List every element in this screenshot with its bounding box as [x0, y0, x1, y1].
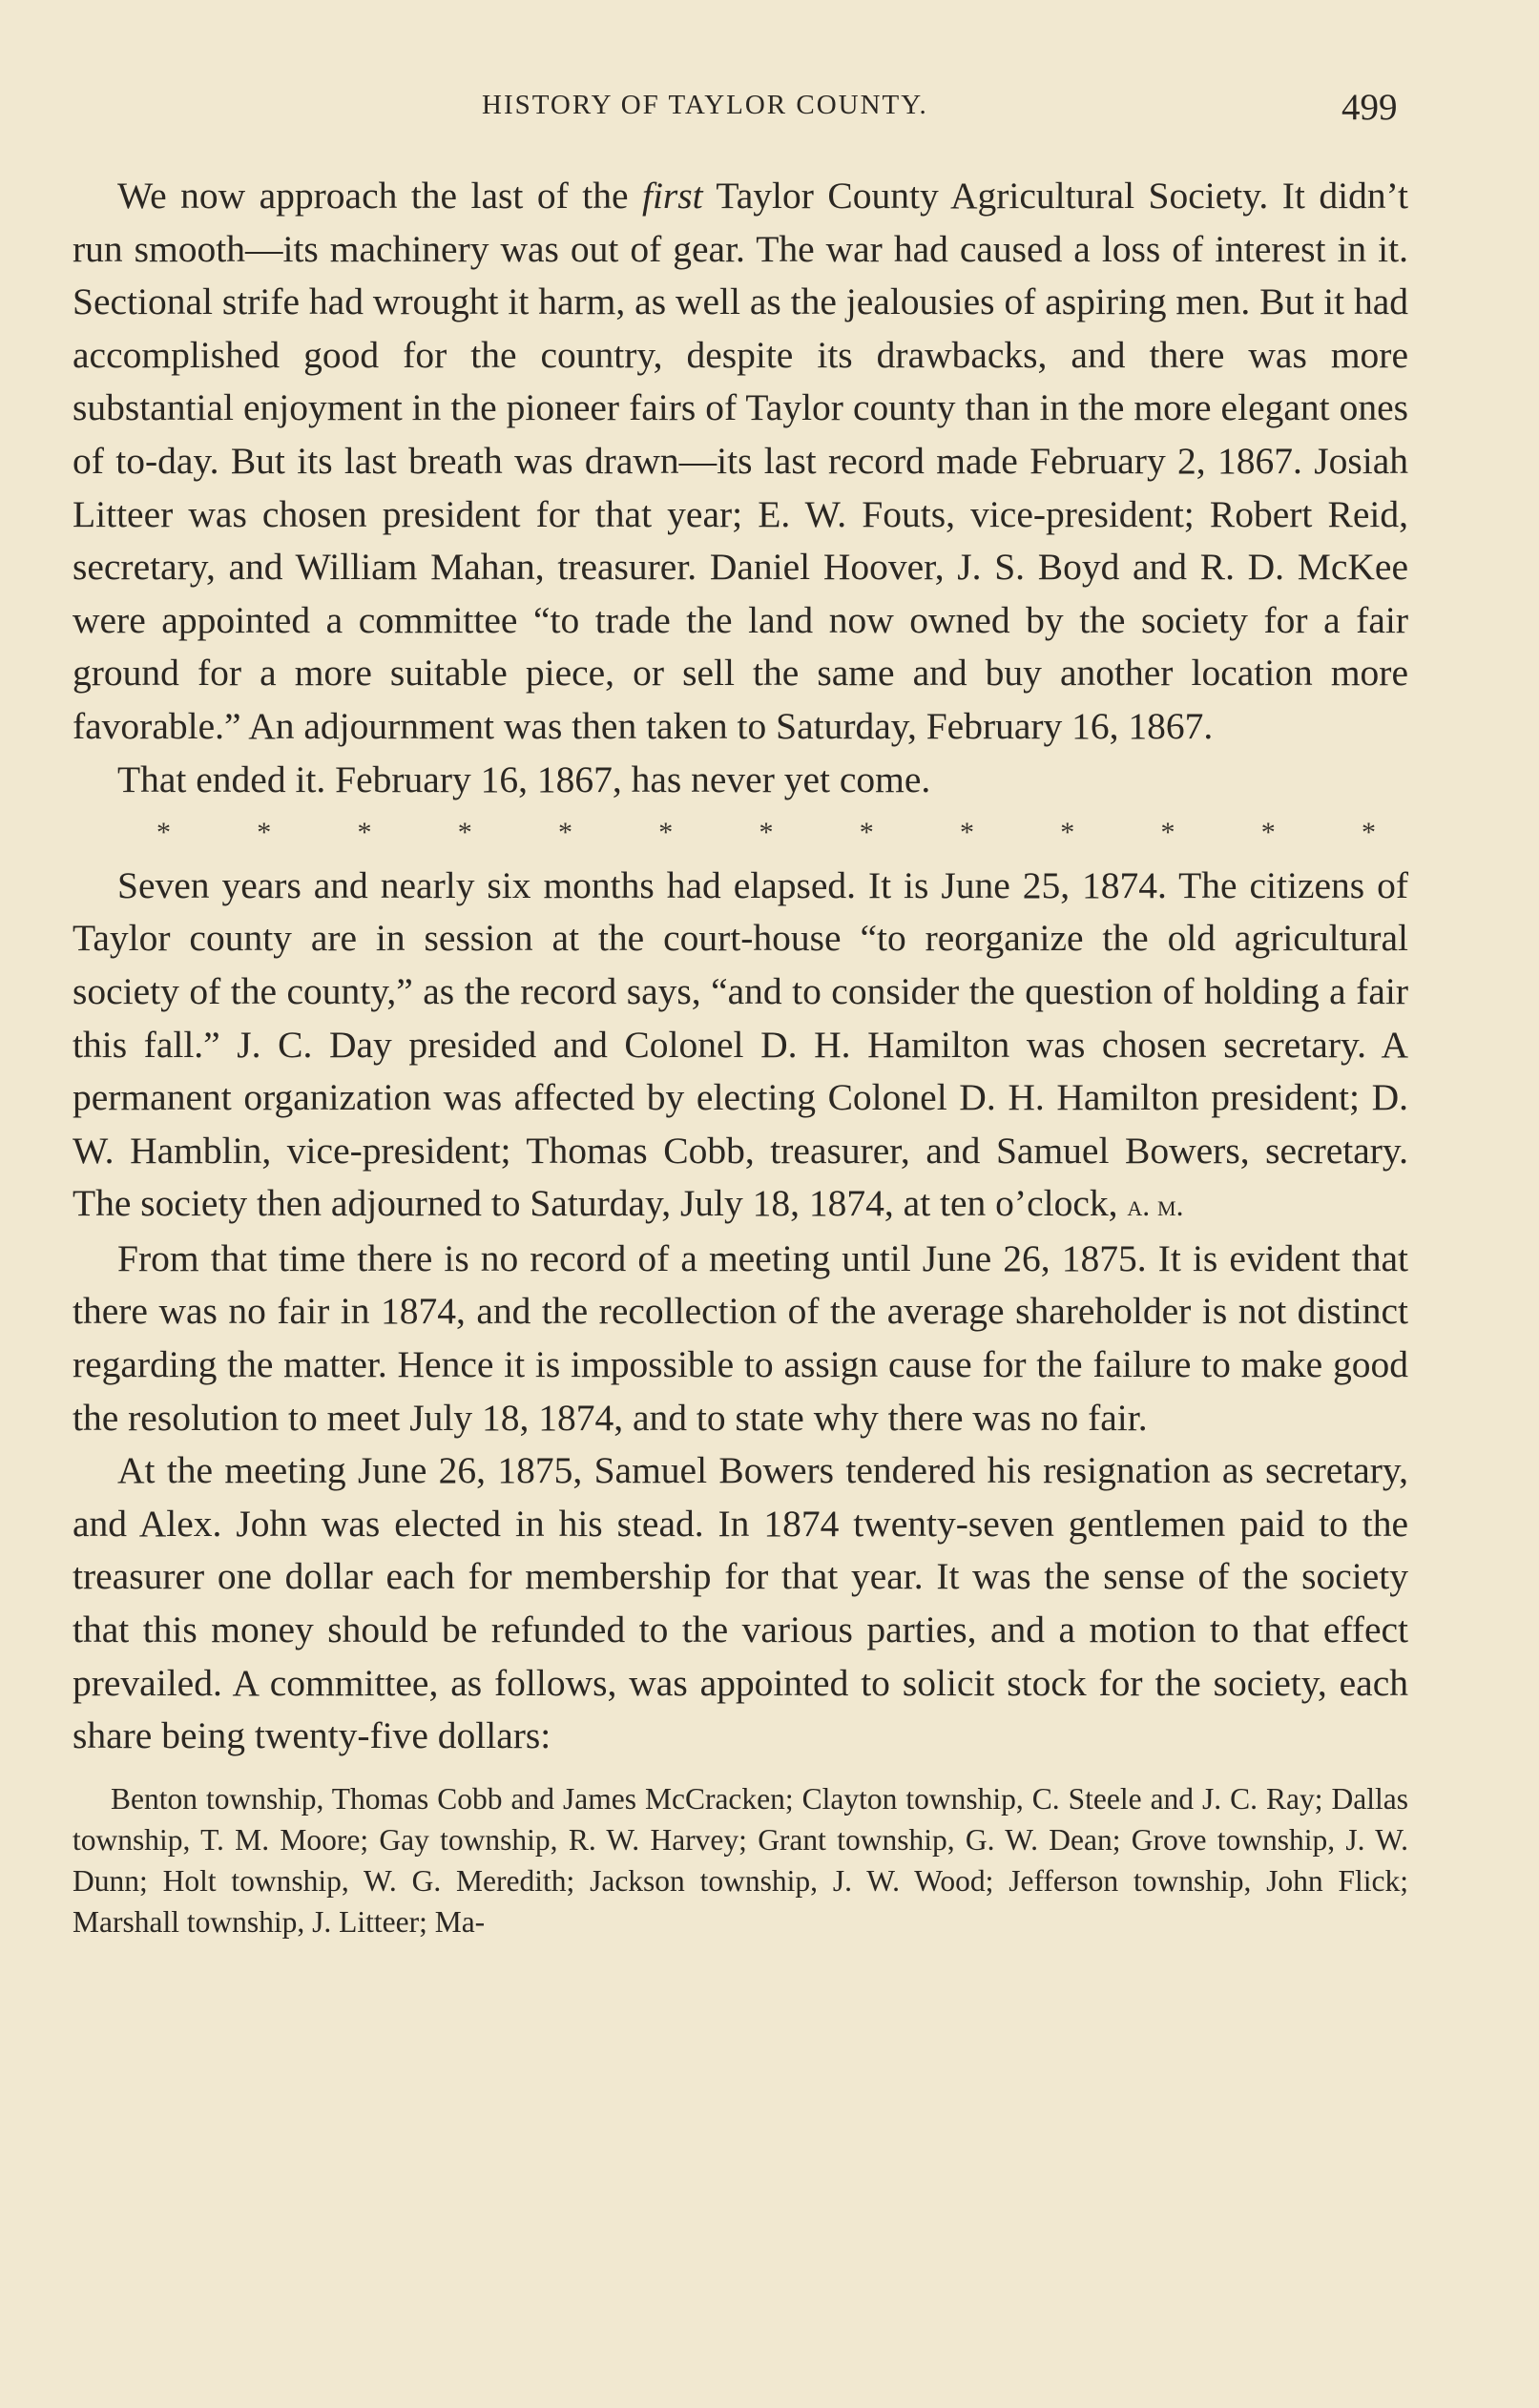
asterism-separator — [73, 806, 1408, 860]
asterisk-mark: * — [1362, 817, 1376, 849]
asterisk-mark: * — [859, 817, 874, 849]
asterisk-mark: * — [257, 817, 272, 849]
asterisk-mark: * — [357, 817, 372, 849]
paragraph-reorganization — [73, 860, 1408, 1233]
emphasis-first: first — [641, 175, 703, 217]
asterisk-mark: * — [1260, 817, 1276, 849]
asterisk-mark: * — [457, 817, 472, 849]
asterisk-mark: * — [960, 817, 974, 849]
paragraph-text: Taylor County Agricultural Society. It didn’t run smooth—its machinery was out of gear. The war had caused a loss of interest in it. Sectional strife had wrought it harm, as well as the jealousies of aspiring men. But it had accomplished good for the country, despite its drawbacks, and there was more substantial enjoyment in the pioneer fairs of Taylor county than in the more elegant ones of to-day. But its last breath was drawn—its last record made February 2, 1867. Josiah Litteer was chosen president for that year; E. W. Fouts, vice-president; Robert Reid, secretary, and William Mahan, treasurer. Daniel Hoover, J. S. Boyd and R. D. McKee were appointed a committee “to trade the land now owned by the society for a fair ground for a more suitable piece, or sell the same and buy another location more favorable.” An adjournment was then taken to Saturday, February 16, 1867. — [73, 175, 1408, 747]
asterisk-mark: * — [558, 817, 572, 849]
paragraph-meeting-1875: At the meeting June 26, 1875, Samuel Bowers tendered his resignation as secretary, and Alex. John was elected in his stead. In 1874 twenty-seven gentlemen paid to the treasurer one dollar each for membership for that year. It was the sense of the society that this money should be refunded to the various parties, and a motion to that effect prevailed. A committee, as follows, was appointed to solicit stock for the society, each share being twenty-five dollars: — [73, 1449, 1408, 1757]
paragraph-text: Seven years and nearly six months had elapsed. It is June 25, 1874. The citizens of Taylor county are in session at the court-house “to reorganize the old agricultural society of the county,” as the record says, “and to consider the question of holding a fair this fall.” J. C. Day presided and Colonel D. H. Hamilton was chosen secretary. A permanent organization was affected by electing Colonel D. H. Hamilton president; D. W. Hamblin, vice-president; Thomas Cobb, treasurer, and Samuel Bowers, secretary. The society then adjourned to Saturday, July 18, 1874, at ten o’clock, — [73, 863, 1408, 1225]
paragraph-no-record: From that time there is no record of a meeting until June 26, 1875. It is evident that there was no fair in 1874, and the recollection of the average shareholder is not distinct regarding the matter. Hence it is impossible to assign cause for the failure to make good the resolution to meet July 18, 1874, and to state why there was no fair. — [73, 1236, 1408, 1439]
asterisk-mark: * — [156, 817, 171, 849]
body-text — [73, 170, 1408, 1942]
paragraph-first-society — [73, 170, 1408, 754]
asterisk-mark: * — [1160, 817, 1175, 849]
asterisk-mark: * — [1060, 817, 1075, 849]
asterisk-mark: * — [759, 817, 774, 849]
paragraph-that-ended-it: That ended it. February 16, 1867, has never yet come. — [117, 758, 931, 800]
running-head: HISTORY OF TAYLOR COUNTY. — [482, 90, 928, 120]
page-number: 499 — [1341, 87, 1398, 128]
committee-list: Benton township, Thomas Cobb and James McCracken; Clayton township, C. Steele and J. C. Ray; Dallas township, T. M. Moore; Gay township, R. W. Harvey; Grant township, G. W. Dean; Grove township, J. W. Dunn; Holt township, W. G. Meredith; Jackson township, J. W. Wood; Jefferson township, John Flick; Marshall township, J. Litteer; Ma- — [73, 1781, 1408, 1939]
asterisk-mark: * — [658, 817, 674, 849]
time-abbreviation: a. m. — [1127, 1189, 1184, 1223]
paragraph-text: We now approach the last of the — [117, 175, 642, 217]
